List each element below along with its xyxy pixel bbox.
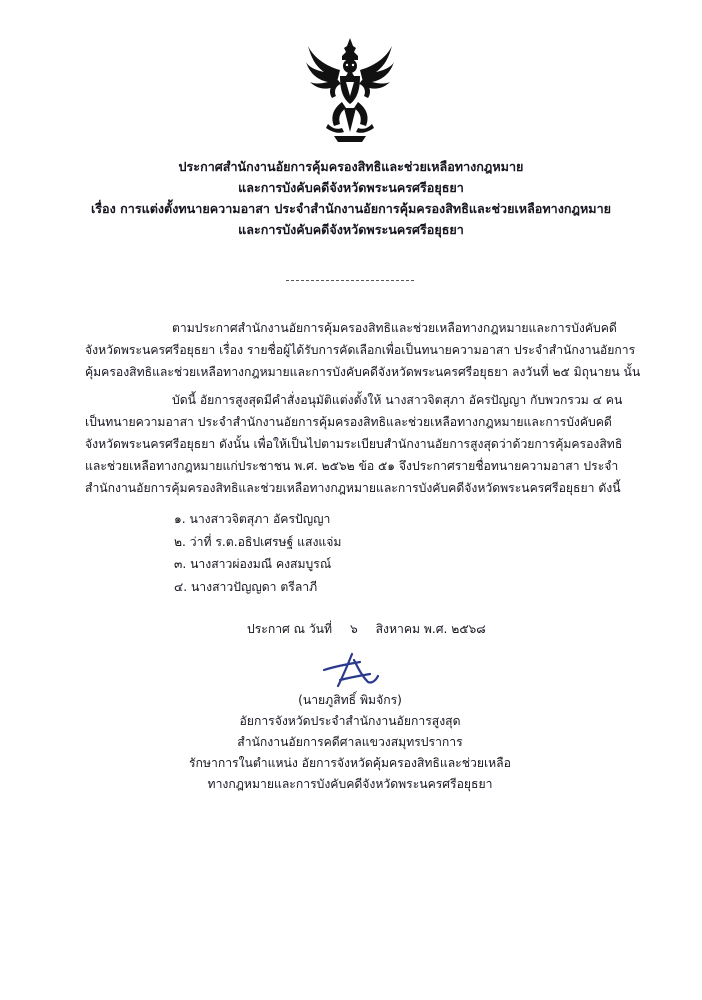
- body-paragraph-1: [85, 317, 645, 383]
- list-item: ๔. นางสาวปัญญดา ตรีลาภี: [174, 579, 318, 594]
- signer-position: สำนักงานอัยการคดีศาลแขวงสมุทรปราการ: [237, 735, 463, 749]
- paragraph-line: เป็นทนายความอาสา ประจำสำนักงานอัยการคุ้มครองสิทธิและช่วยเหลือทางกฎหมายและการบังคับคดี: [85, 415, 612, 429]
- paragraph-line: จังหวัดพระนครศรีอยุธยา เรื่อง รายชื่อผู้ได้รับการคัดเลือกเพื่อเป็นทนายความอาสา ประจำสำนักงานอัยการ: [85, 343, 636, 357]
- body-paragraph-2: [85, 389, 645, 499]
- list-item: ๒. ว่าที่ ร.ต.อธิปเศรษฐ์ แสงแจ่ม: [174, 534, 342, 549]
- paragraph-line: บัดนี้ อัยการสูงสุดมีคำสั่งอนุมัติแต่งตั้งให้ นางสาวจิตสุภา อัครปัญญา กับพวกรวม ๔ คน: [172, 393, 623, 407]
- signer-name: (นายภูสิทธิ์ พิมจักร): [298, 693, 402, 707]
- paragraph-line: และช่วยเหลือทางกฎหมายแก่ประชาชน พ.ศ. ๒๕๖๒ ข้อ ๕๑ จึงประกาศรายชื่อทนายความอาสา ประจำ: [85, 459, 619, 473]
- appointee-list: [174, 508, 341, 598]
- title-subject-line: เรื่อง การแต่งตั้งทนายความอาสา ประจำสำนักงานอัยการคุ้มครองสิทธิและช่วยเหลือทางกฎหมาย: [90, 201, 612, 216]
- issued-month-year: สิงหาคม พ.ศ. ๒๕๖๘: [375, 622, 486, 636]
- signer-block: [130, 690, 570, 795]
- title-line: และการบังคับคดีจังหวัดพระนครศรีอยุธยา: [238, 180, 464, 195]
- paragraph-line: จังหวัดพระนครศรีอยุธยา ดังนั้น เพื่อให้เป็นไปตามระเบียบสำนักงานอัยการสูงสุดว่าด้วยการคุ้มครองสิทธิ: [85, 437, 623, 451]
- issued-date: [247, 620, 486, 639]
- announcement-title: [0, 156, 702, 240]
- paragraph-line: ตามประกาศสำนักงานอัยการคุ้มครองสิทธิและช่วยเหลือทางกฎหมายและการบังคับคดี: [172, 321, 617, 335]
- issued-day: ๖: [349, 622, 358, 636]
- title-line: ประกาศสำนักงานอัยการคุ้มครองสิทธิและช่วยเหลือทางกฎหมาย: [178, 159, 524, 174]
- signer-position: รักษาการในตำแหน่ง อัยการจังหวัดคุ้มครองสิทธิและช่วยเหลือ: [189, 756, 511, 770]
- paragraph-line: คุ้มครองสิทธิและช่วยเหลือทางกฎหมายและการบังคับคดีจังหวัดพระนครศรีอยุธยา ลงวันที่ ๒๕ มิถุนายน นั้น: [85, 365, 641, 379]
- signer-position: ทางกฎหมายและการบังคับคดีจังหวัดพระนครศรีอยุธยา: [207, 777, 493, 791]
- title-divider: [286, 280, 414, 281]
- handwritten-signature-icon: [318, 650, 382, 692]
- list-item: ๑. นางสาวจิตสุภา อัครปัญญา: [174, 512, 331, 526]
- garuda-emblem-icon: [304, 36, 396, 146]
- issued-prefix: ประกาศ ณ วันที่: [247, 622, 333, 636]
- signer-position: อัยการจังหวัดประจำสำนักงานอัยการสูงสุด: [239, 714, 461, 728]
- paragraph-line: สำนักงานอัยการคุ้มครองสิทธิและช่วยเหลือทางกฎหมายและการบังคับคดีจังหวัดพระนครศรีอยุธยา ดังนี้: [85, 481, 621, 495]
- title-line: และการบังคับคดีจังหวัดพระนครศรีอยุธยา: [238, 222, 464, 237]
- list-item: ๓. นางสาวผ่องมณี คงสมบูรณ์: [174, 557, 332, 571]
